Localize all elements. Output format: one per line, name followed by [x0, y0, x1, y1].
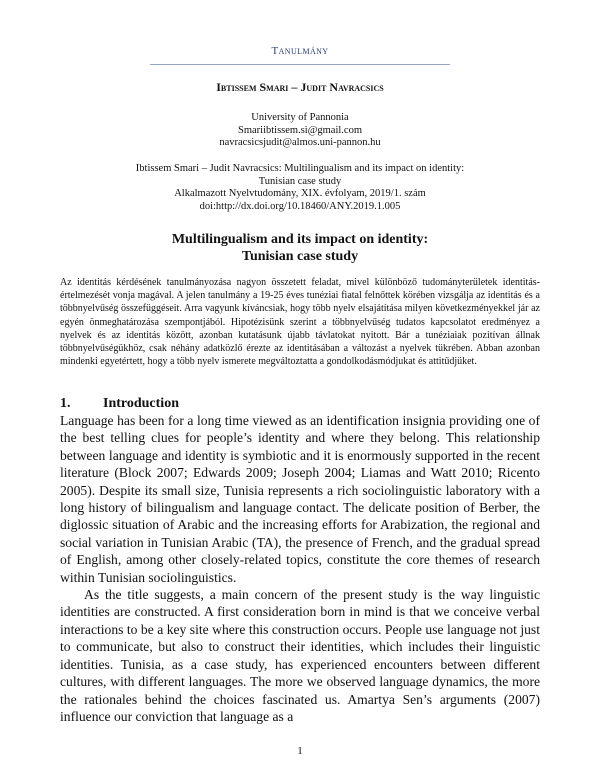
- citation-block: [0, 163, 600, 213]
- email-2: navracsicsjudit@almos.uni-pannon.hu: [219, 137, 381, 148]
- title-line-2: Tunisian case study: [241, 249, 359, 264]
- university: University of Pannonia: [251, 112, 349, 123]
- section-number: 1.: [60, 396, 71, 411]
- affiliation-block: [0, 112, 600, 150]
- body-text: [60, 412, 540, 725]
- authors: Ibtissem Smari – Judit Navracsics: [216, 80, 384, 94]
- section-title: Introduction: [103, 396, 179, 411]
- section-label: Tanulmány: [271, 45, 329, 57]
- page-number: 1: [297, 745, 303, 757]
- citation-line-3: Alkalmazott Nyelvtudomány, XIX. évfolyam, 2019/1. szám: [174, 188, 426, 199]
- citation-line-1: Ibtissem Smari – Judit Navracsics: Multilingualism and its impact on identity:: [135, 163, 465, 174]
- citation-doi: doi:http://dx.doi.org/10.18460/ANY.2019.1.005: [199, 200, 401, 212]
- email-1: Smariibtissem.si@gmail.com: [238, 124, 362, 136]
- abstract-text: Az identitás kérdésének tanulmányozása nagyon összetett feladat, mivel különböző tudományterületek identitás-értelmezését vonja magával. A jelen tanulmány a 19-25 éves tunéziai fiatal felnőttek körében vizsgálja az identitás és a többnyelvűség összefüggéseit. Arra vagyunk kíváncsiak, hogy több nyelv elsajátítása milyen következményekkel jár az egyén önmeghatározása szempontjából. Hipotézisünk szerint a többnyelvűség tudatos kapcsolatot eredményez a nyelvek és az identitás között, azonban kutatásunk újabb távlatokat nyitott. Bár a tunéziaiak pozitívan állnak többnyelvűségükhöz, csak néhány adatközlő érezte az identitásában a változást a nyelvek tükrében. Abban azonban mindenki egyetértett, hogy a több nyelv ismerete megváltoztatta a gondolkodásmódjukat és attitűdjüket.: [60, 277, 540, 368]
- paragraph: As the title suggests, a main concern of the present study is the way linguistic identities are constructed. A first consideration born in mind is that we conceive verbal interactions to be a key site where this construction occurs. People use language not just to communicate, but also to construct their identities, which includes their linguistic identities. Tunisia, as a case study, has experienced encounters between different cultures, with different languages. The more we observed language dynamics, the more the rationales behind the choices fascinated us. Amartya Sen’s arguments (2007) influence our conviction that language as a: [60, 587, 540, 724]
- section-heading: [60, 396, 179, 412]
- paper-title: [0, 231, 600, 265]
- citation-line-2: Tunisian case study: [258, 175, 342, 187]
- paragraph: Language has been for a long time viewed as an identification insignia providing one of the best telling clues for people’s identity and where they belong. This relationship between language and identity is symbiotic and it is enormously supported in the recent literature (Block 2007; Edwards 2009; Joseph 2004; Liamas and Watt 2010; Ricento 2005). Despite its small size, Tunisia represents a rich sociolinguistic laboratory with a long history of bilingualism and language contact. The delicate position of Berber, the diglossic situation of Arabic and the increasing efforts for Arabization, the regional and social variation in Tunisian Arabic (TA), the presence of French, and the gradual spread of English, among other closely-related topics, constitute the core themes of research within Tunisian sociolinguistics.: [60, 413, 540, 585]
- abstract: [60, 276, 540, 368]
- header-rule: [150, 64, 450, 65]
- title-line-1: Multilingualism and its impact on identity:: [171, 232, 429, 247]
